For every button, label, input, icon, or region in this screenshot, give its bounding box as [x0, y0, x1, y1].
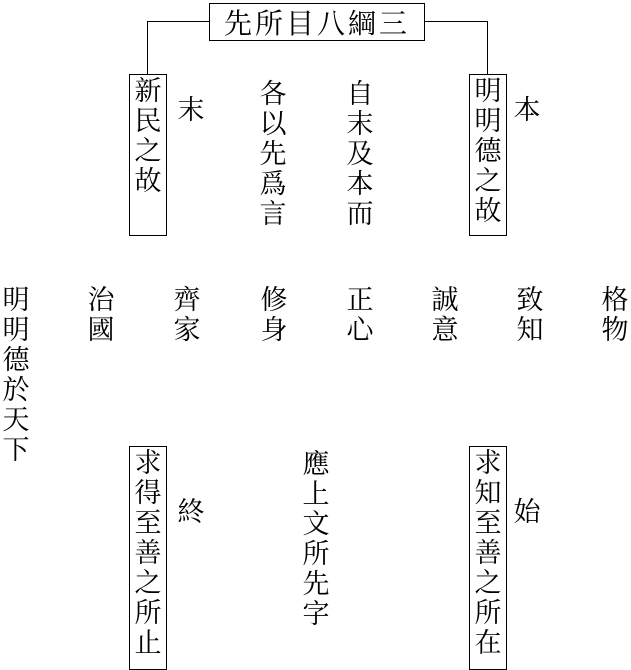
step-mingmingde-char-4: 於 — [2, 375, 30, 406]
top-mid-left-text-char-3: 先 — [259, 139, 287, 170]
step-xiushen-char-2: 身 — [260, 315, 288, 346]
bottom-right-box — [469, 446, 507, 670]
bottom-left-label — [176, 498, 206, 528]
top-right-box-char-3: 德 — [474, 136, 502, 167]
step-zhizhi-char-2: 知 — [516, 315, 544, 346]
step-zhiguo-char-2: 國 — [87, 315, 115, 346]
step-mingmingde-char-3: 德 — [2, 345, 30, 376]
bottom-mid-text-char-4: 所 — [302, 539, 330, 570]
top-right-box-char-2: 明 — [474, 106, 502, 137]
bottom-left-box-char-4: 善 — [134, 538, 162, 569]
bottom-left-box-char-2: 得 — [134, 478, 162, 509]
step-gewu — [599, 286, 631, 346]
bottom-right-box-char-3: 至 — [474, 508, 502, 539]
top-left-box-char-4: 故 — [134, 166, 162, 197]
step-zhizhi-char-1: 致 — [516, 285, 544, 316]
top-left-label — [176, 96, 206, 126]
step-qijia — [171, 286, 203, 346]
bottom-mid-text-char-3: 文 — [302, 509, 330, 540]
bottom-mid-text — [300, 450, 332, 630]
bottom-right-box-char-6: 所 — [474, 598, 502, 629]
top-mid-right-text-char-4: 本 — [346, 169, 374, 200]
step-mingmingde-char-6: 下 — [2, 435, 30, 466]
top-mid-right-text — [344, 80, 376, 230]
top-right-label-char-1: 本 — [513, 95, 541, 126]
step-mingmingde-char-1: 明 — [2, 285, 30, 316]
step-qijia-char-1: 齊 — [173, 285, 201, 316]
step-gewu-char-2: 物 — [601, 315, 629, 346]
step-chengyi-char-1: 誠 — [431, 285, 459, 316]
bottom-right-label — [512, 498, 542, 528]
step-zhengxin-char-2: 心 — [346, 315, 374, 346]
step-xiushen — [258, 286, 290, 346]
step-chengyi-char-2: 意 — [431, 315, 459, 346]
top-mid-right-text-char-5: 而 — [346, 199, 374, 230]
step-zhiguo — [85, 286, 117, 346]
step-zhengxin — [344, 286, 376, 346]
bottom-right-label-char-1: 始 — [513, 497, 541, 528]
step-zhiguo-char-1: 治 — [87, 285, 115, 316]
bottom-mid-text-char-2: 上 — [302, 479, 330, 510]
top-mid-right-text-char-2: 末 — [346, 109, 374, 140]
top-mid-left-text-char-5: 言 — [259, 199, 287, 230]
bottom-right-box-char-7: 在 — [474, 628, 502, 659]
top-mid-left-text-char-1: 各 — [259, 79, 287, 110]
connector-left-horizontal — [147, 21, 209, 22]
connector-right-vertical — [487, 21, 488, 75]
bottom-left-box-char-1: 求 — [134, 448, 162, 479]
connector-left-vertical — [147, 21, 148, 75]
step-mingmingde-char-5: 天 — [2, 405, 30, 436]
diagram-title: 先所目八綱三 — [209, 3, 425, 41]
step-mingmingde-char-2: 明 — [2, 315, 30, 346]
step-qijia-char-2: 家 — [173, 315, 201, 346]
bottom-right-box-char-4: 善 — [474, 538, 502, 569]
top-mid-left-text-char-2: 以 — [259, 109, 287, 140]
top-mid-right-text-char-3: 及 — [346, 139, 374, 170]
top-right-box-char-5: 故 — [474, 196, 502, 227]
bottom-left-box-char-3: 至 — [134, 508, 162, 539]
step-gewu-char-1: 格 — [601, 285, 629, 316]
bottom-right-box-char-1: 求 — [474, 448, 502, 479]
top-right-box-char-4: 之 — [474, 166, 502, 197]
bottom-left-box-char-5: 之 — [134, 568, 162, 599]
bottom-mid-text-char-1: 應 — [302, 449, 330, 480]
bottom-left-box — [129, 446, 167, 670]
step-chengyi — [429, 286, 461, 346]
bottom-left-box-char-7: 止 — [134, 628, 162, 659]
step-mingmingde — [0, 286, 32, 466]
bottom-right-box-char-5: 之 — [474, 568, 502, 599]
connector-right-horizontal — [424, 21, 488, 22]
step-zhizhi — [514, 286, 546, 346]
top-right-box — [469, 74, 507, 236]
bottom-right-box-char-2: 知 — [474, 478, 502, 509]
step-xiushen-char-1: 修 — [260, 285, 288, 316]
top-right-label — [512, 96, 542, 126]
top-left-box-char-3: 之 — [134, 136, 162, 167]
top-left-box — [129, 74, 167, 236]
top-left-box-char-2: 民 — [134, 106, 162, 137]
top-left-label-char-1: 末 — [177, 95, 205, 126]
step-zhengxin-char-1: 正 — [346, 285, 374, 316]
bottom-left-box-char-6: 所 — [134, 598, 162, 629]
top-left-box-char-1: 新 — [134, 76, 162, 107]
bottom-left-label-char-1: 終 — [177, 497, 205, 528]
bottom-mid-text-char-5: 先 — [302, 569, 330, 600]
top-mid-left-text-char-4: 爲 — [259, 169, 287, 200]
top-mid-right-text-char-1: 自 — [346, 79, 374, 110]
bottom-mid-text-char-6: 字 — [302, 599, 330, 630]
top-mid-left-text — [257, 80, 289, 230]
top-right-box-char-1: 明 — [474, 76, 502, 107]
